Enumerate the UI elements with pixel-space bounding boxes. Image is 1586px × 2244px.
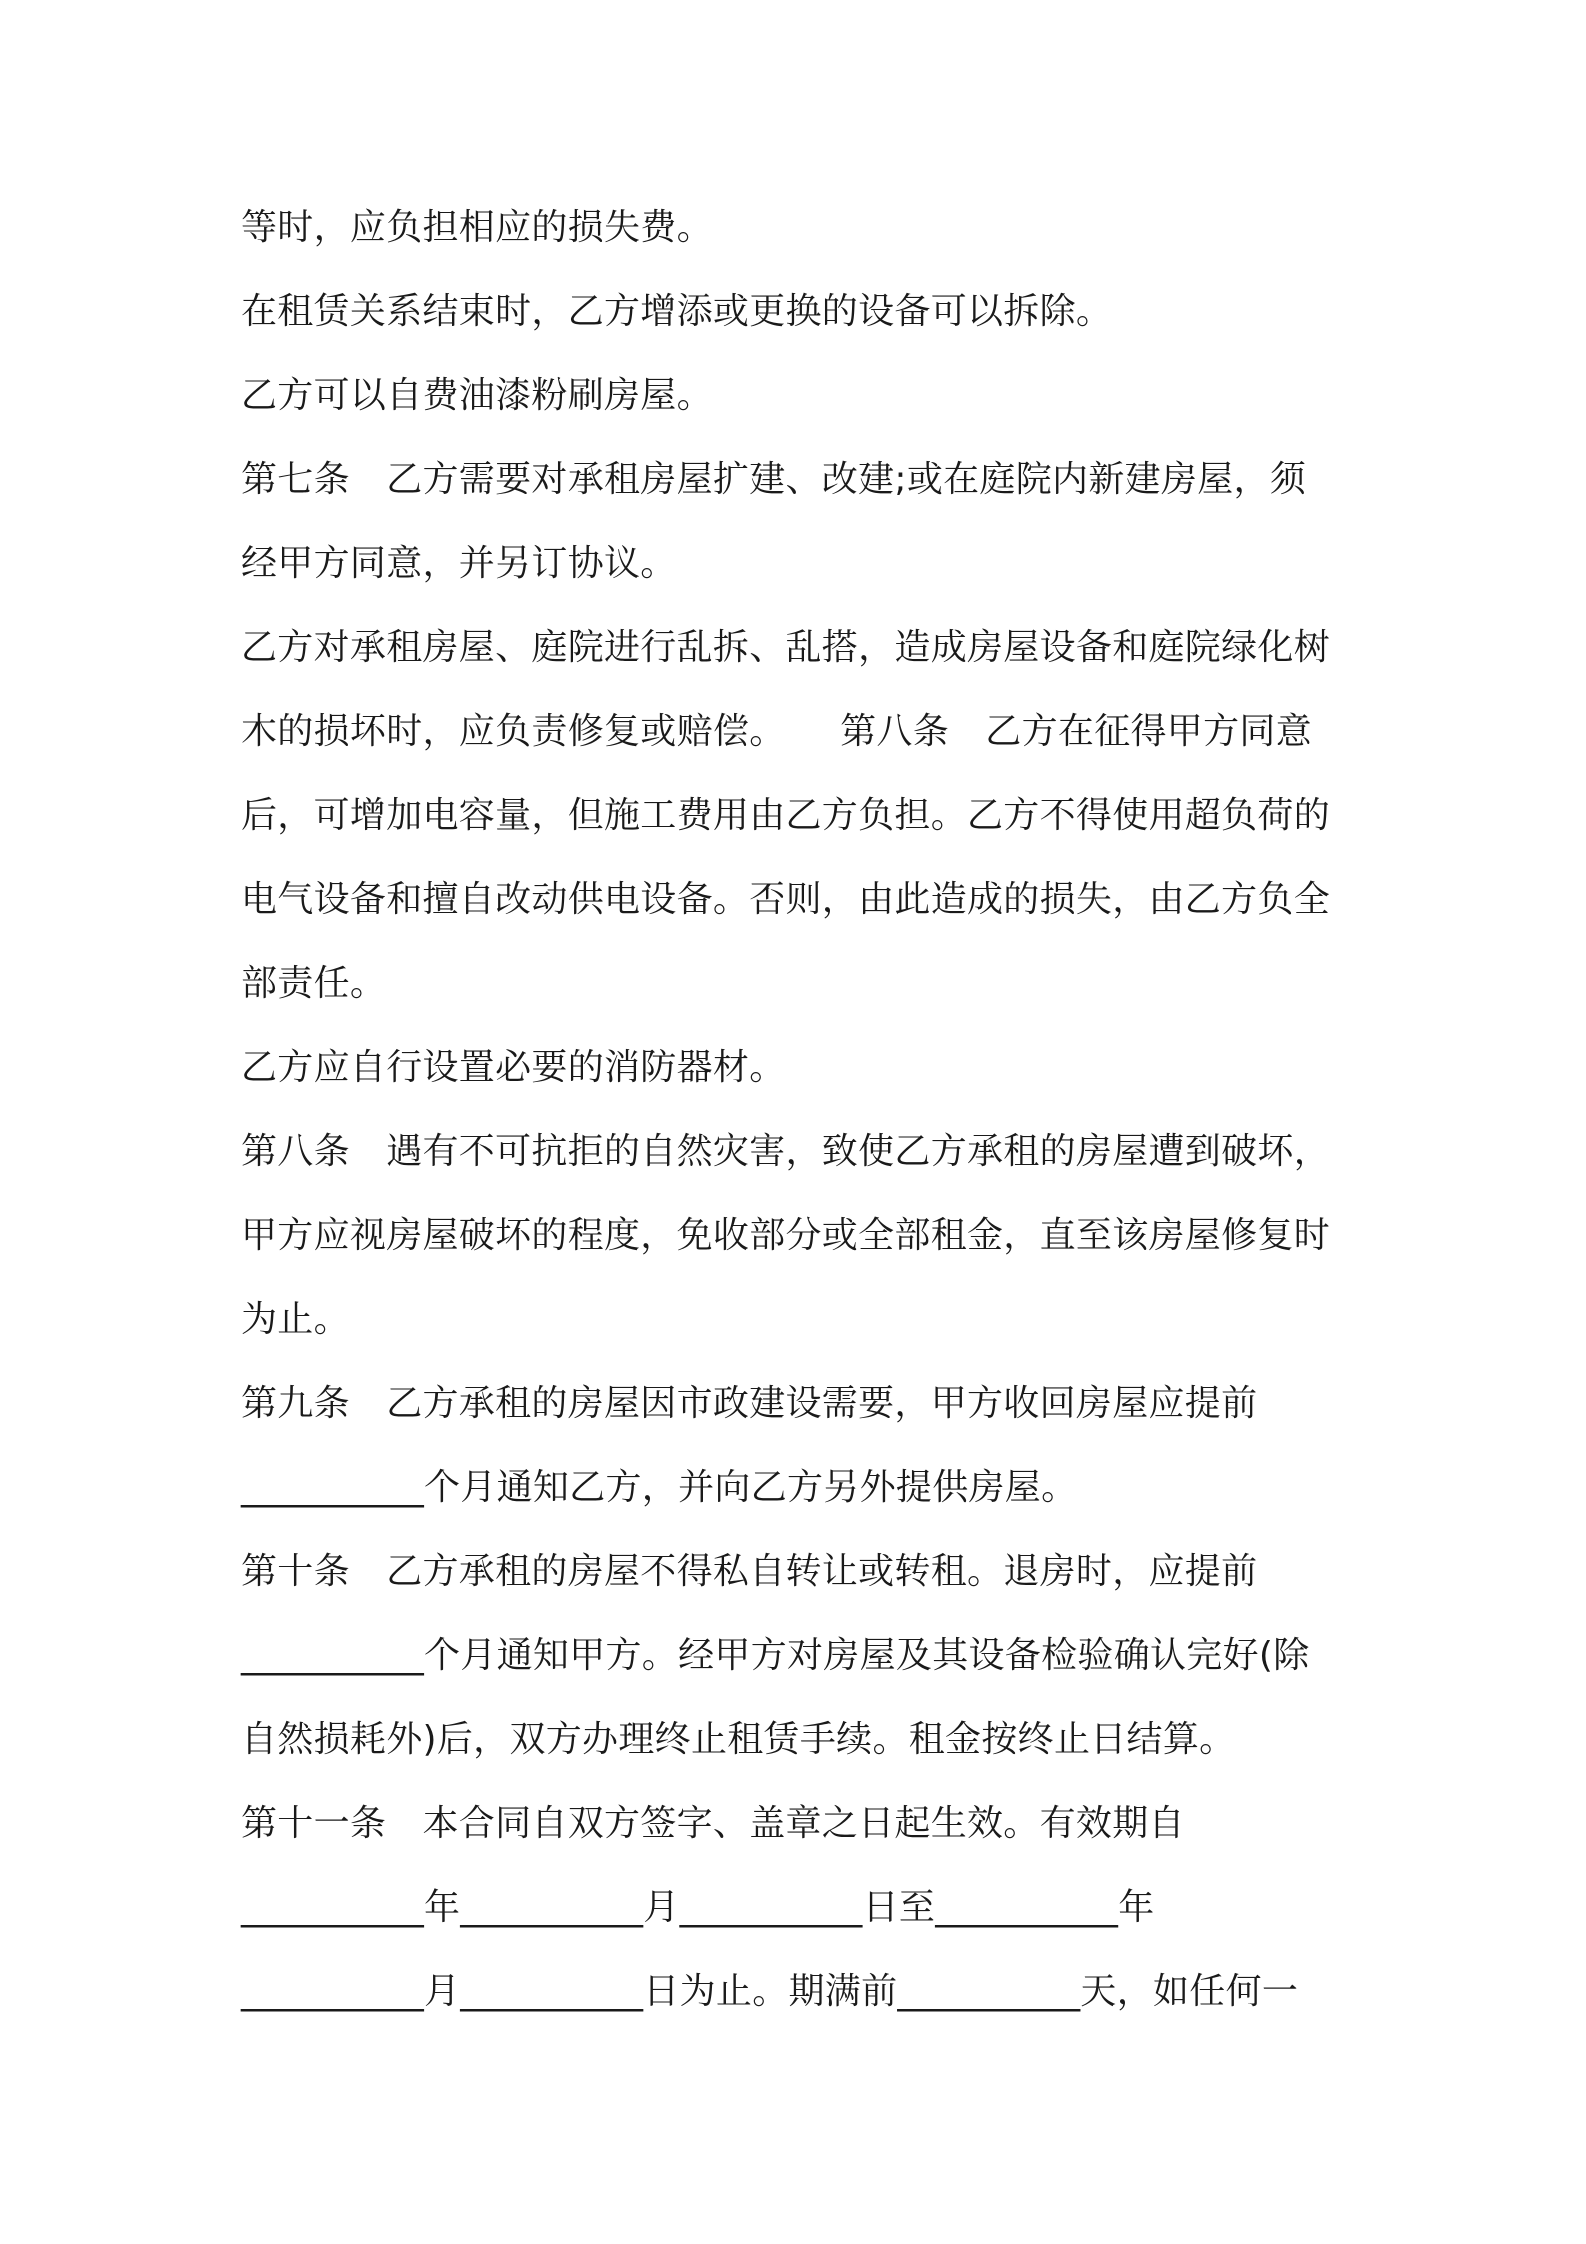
text-line: 乙方可以自费油漆粉刷房屋。 <box>241 375 713 416</box>
text-line: 甲方应视房屋破坏的程度，免收部分或全部租金，直至该房屋修复时 <box>241 1215 1331 1256</box>
text-line: __________月__________日为止。期满前__________天，如任何一 <box>241 1971 1299 2012</box>
text-line: __________年__________月__________日至__________年 <box>241 1887 1155 1928</box>
text-line: 第十一条 本合同自双方签字、盖章之日起生效。有效期自 <box>241 1803 1185 1844</box>
text-line: 在租赁关系结束时，乙方增添或更换的设备可以拆除。 <box>241 291 1113 332</box>
text-line: 为止。 <box>241 1299 350 1340</box>
text-line: 乙方对承租房屋、庭院进行乱拆、乱搭，造成房屋设备和庭院绿化树 <box>241 627 1331 668</box>
text-line: 等时，应负担相应的损失费。 <box>241 207 713 248</box>
text-line: 后，可增加电容量，但施工费用由乙方负担。乙方不得使用超负荷的 <box>241 795 1331 836</box>
text-line: 第七条 乙方需要对承租房屋扩建、改建;或在庭院内新建房屋，须 <box>241 459 1307 500</box>
text-line: 木的损坏时，应负责修复或赔偿。 第八条 乙方在征得甲方同意 <box>241 711 1313 752</box>
text-line: 第八条 遇有不可抗拒的自然灾害，致使乙方承租的房屋遭到破坏， <box>241 1131 1331 1172</box>
text-line: 经甲方同意，并另订协议。 <box>241 543 677 584</box>
text-line: 第十条 乙方承租的房屋不得私自转让或转租。退房时，应提前 <box>241 1551 1258 1592</box>
text-line: 电气设备和擅自改动供电设备。否则，由此造成的损失，由乙方负全 <box>241 879 1331 920</box>
text-line: __________个月通知甲方。经甲方对房屋及其设备检验确认完好(除 <box>241 1635 1310 1676</box>
text-line: 部责任。 <box>241 963 387 1004</box>
text-line: __________个月通知乙方，并向乙方另外提供房屋。 <box>241 1467 1078 1508</box>
text-line: 自然损耗外)后，双方办理终止租赁手续。租金按终止日结算。 <box>241 1719 1236 1760</box>
text-line: 第九条 乙方承租的房屋因市政建设需要，甲方收回房屋应提前 <box>241 1383 1258 1424</box>
text-line: 乙方应自行设置必要的消防器材。 <box>241 1047 786 1088</box>
